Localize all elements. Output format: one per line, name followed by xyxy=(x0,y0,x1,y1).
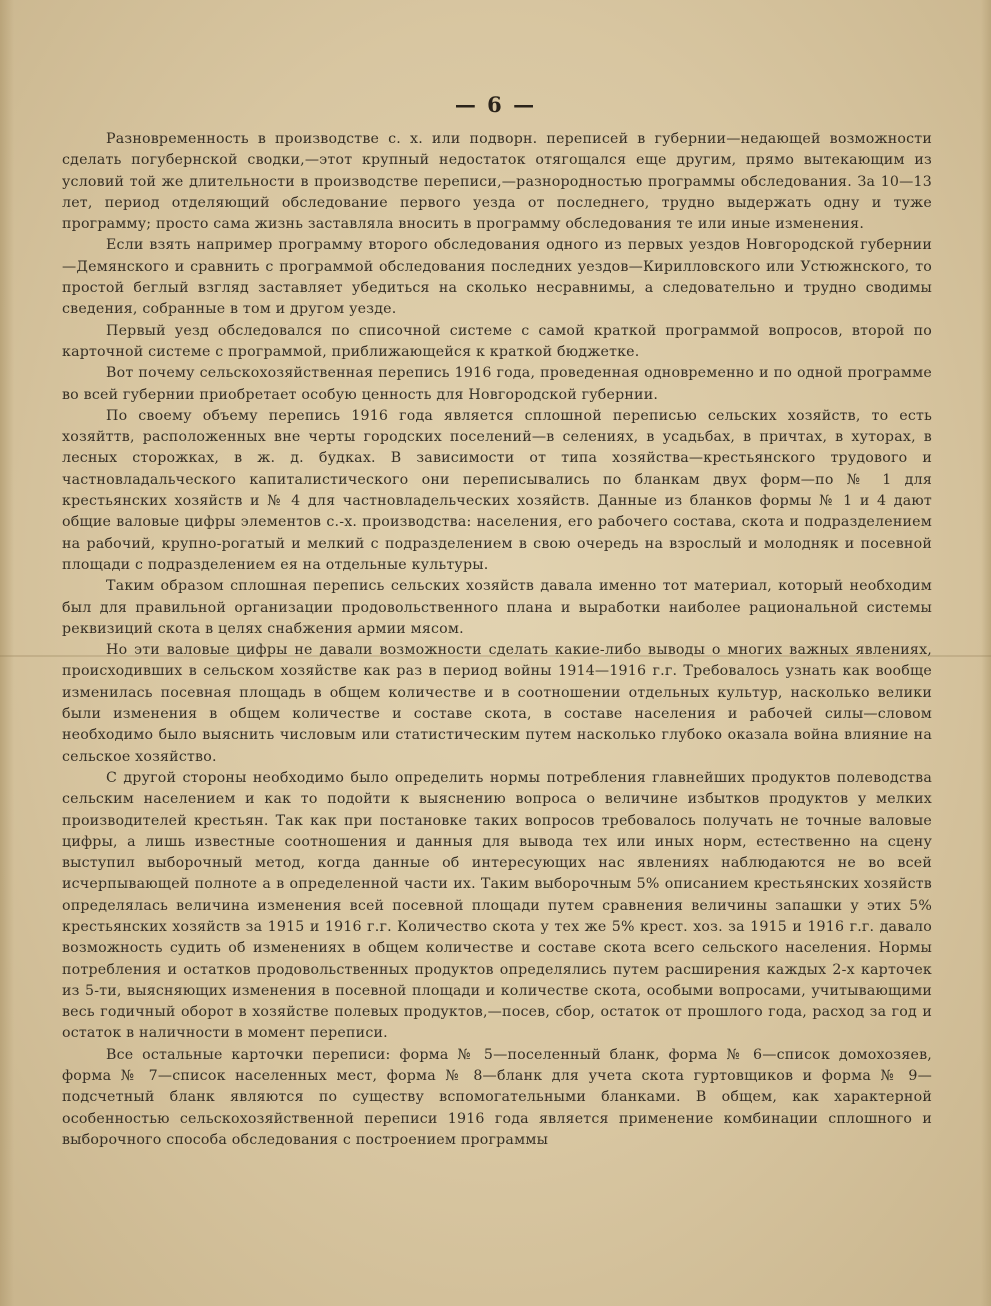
paragraph: С другой стороны необходимо было определить нормы потребления главнейших продуктов полеводства сельским населением и как то подойти к выяснению вопроса о величине избытков продуктов у мелких производителей крестьян. Так как при постановке таких вопросов требовалось получать не точные валовые цифры, а лишь известные соотношения и данныя для вывода тех или иных норм, естественно на сцену выступил выборочный метод, когда данные об интересующих нас явлениях наблюдаются не во всей исчерпывающей полноте а в определенной части их. Таким выборочным 5% описанием крестьянских хозяйств определялась величина изменения всей посевной площади путем сравнения величины запашки у этих 5% крестьянских хозяйств за 1915 и 1916 г.г. Количество скота у тех же 5% крест. хоз. за 1915 и 1916 г.г. давало возможность судить об изменениях в общем количестве и составе скота всего сельского населения. Нормы потребления и остатков продовольственных продуктов определялись путем расширения каждых 2-х карточек из 5-ти, выясняющих изменения в посевной площади и количестве скота, особыми вопросами, учитывающими весь годичный оборот в хозяйстве полевых продуктов,—посев, сбор, остаток от прошлого года, расход за год и остаток в наличности в момент переписи. xyxy=(62,769,932,1042)
paragraph: Таким образом сплошная перепись сельских хозяйств давала именно тот материал, который необходим был для правильной организации продовольственного плана и выработки наиболее рациональной системы реквизиций скота в целях снабжения армии мясом. xyxy=(62,578,932,637)
page-number: — 6 — xyxy=(454,92,537,117)
document-body xyxy=(62,129,932,1151)
paragraph: По своему объему перепись 1916 года является сплошной переписью сельских хозяйств, то есть хозяйттв, расположенных вне черты городских поселений—в селениях, в усадьбах, в причтах, в хуторах, в лесных сторожках, в ж. д. будках. В зависимости от типа хозяйства—крестьянского трудового и частновладальческого капиталистического они переписывались по бланкам двух форм—по № 1 для крестьянских хозяйств и № 4 для частновладельческих хозяйств. Данные из бланков формы № 1 и 4 дают общие валовые цифры элементов с.-х. производства: населения, его рабочего состава, скота и подразделением на рабочий, крупно-рогатый и мелкий с подразделением в свою очередь на взрослый и молодняк и посевной площади с подразделением ея на отдельные культуры. xyxy=(62,407,932,573)
paragraph: Первый уезд обследовался по списочной системе с самой краткой программой вопросов, второй по карточной системе с программой, приближающейся к краткой бюджетке. xyxy=(62,322,932,360)
page-edge-shadow-left xyxy=(0,0,14,1306)
paragraph: Все остальные карточки переписи: форма № 5—поселенный бланк, форма № 6—список домохозяев, форма № 7—список населенных мест, форма № 8—бланк для учета скота гуртовщиков и форма № 9—подсчетный бланк являются по существу вспомогательными бланками. В общем, как характерной особенностью сельскохозяйственной переписи 1916 года является применение комбинации сплошного и выборочного способа обследования с построением программы xyxy=(62,1046,932,1148)
paragraph: Разновременность в производстве с. х. или подворн. переписей в губернии—недающей возможности сделать погубернской сводки,—этот крупный недостаток отягощался еще другим, прямо вытекающим из условий той же длительности в производстве переписи,—разнородностью программы обследования. За 10—13 лет, период отделяющий обследование первого уезда от последнего, трудно выдержать одну и туже программу; просто сама жизнь заставляла вносить в программу обследования те или иные изменения. xyxy=(62,131,932,233)
paragraph: Но эти валовые цифры не давали возможности сделать какие-либо выводы о многих важных явлениях, происходивших в сельском хозяйстве как раз в период войны 1914—1916 г.г. Требовалось узнать как вообще изменилась посевная площадь в общем количестве и в соотношении отдельных культур, насколько велики были изменения в общем количестве и составе скота, в составе населения и рабочей силы—словом необходимо было выяснить числовым или статистическим путем насколько глубоко оказала война влияние на сельское хозяйство. xyxy=(62,642,932,765)
paragraph: Вот почему сельскохозяйственная перепись 1916 года, проведенная одновременно и по одной программе во всей губернии приобретает особую ценность для Новгородской губернии. xyxy=(62,365,932,403)
page-edge-shadow-right xyxy=(981,0,991,1306)
paragraph: Если взять например программу второго обследования одного из первых уездов Новгородской губернии—Демянского и сравнить с программой обследования последних уездов—Кирилловского или Устюжнского, то простой беглый взгляд заставляет убедиться на сколько несравнимы, а следовательно и трудно сводимы сведения, собранные в том и другом уезде. xyxy=(62,237,932,318)
